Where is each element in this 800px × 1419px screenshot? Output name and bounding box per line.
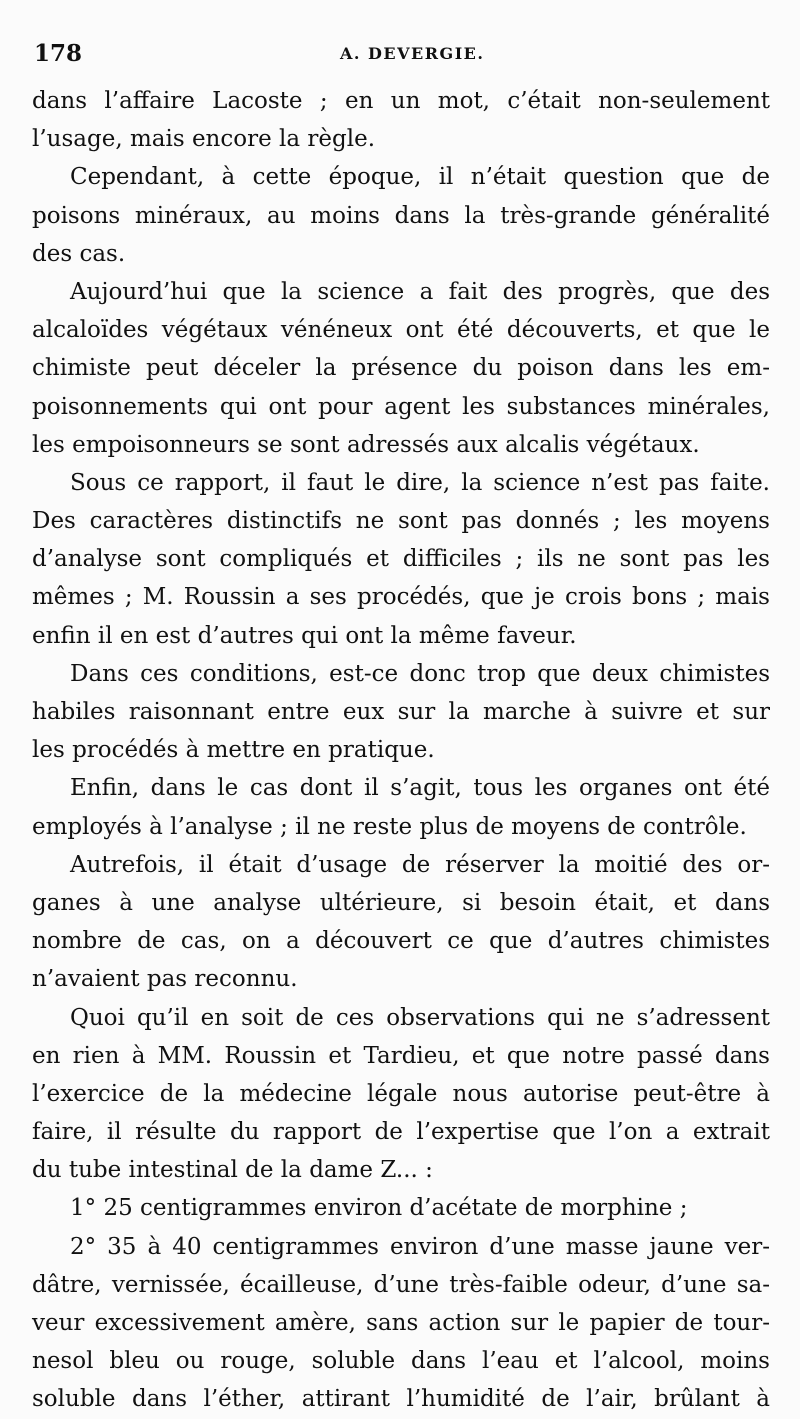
text-line: 1° 25 centigrammes environ d’acétate de morphine ; <box>70 1195 688 1222</box>
text-line: Quoi qu’il en soit de ces observations qui ne s’adressent <box>70 1004 770 1031</box>
page-number: 178 <box>34 40 83 67</box>
text-line: chimiste peut déceler la présence du poison dans les em- <box>32 355 770 382</box>
text-line: nombre de cas, on a découvert ce que d’autres chimistes <box>32 928 770 955</box>
text-line: Des caractères distinctifs ne sont pas donnés ; les moyens <box>32 508 770 535</box>
text-line: Cependant, à cette époque, il n’était question que de <box>70 164 770 191</box>
text-line: l’usage, mais encore la règle. <box>32 126 376 153</box>
text-line: d’analyse sont compliqués et difficiles ; ils ne sont pas les <box>32 546 770 573</box>
text-line: ganes à une analyse ultérieure, si besoin était, et dans <box>32 889 770 916</box>
text-line: employés à l’analyse ; il ne reste plus de moyens de contrôle. <box>32 813 747 840</box>
text-line: n’avaient pas reconnu. <box>32 966 298 993</box>
page-header <box>34 40 774 76</box>
text-line: les procédés à mettre en pratique. <box>32 737 435 764</box>
text-line: alcaloïdes végétaux vénéneux ont été découverts, et que le <box>32 317 770 344</box>
text-line: Aujourd’hui que la science a fait des progrès, que des <box>70 278 770 305</box>
text-line: mêmes ; M. Roussin a ses procédés, que je crois bons ; mais <box>32 584 770 611</box>
text-line: poisonnements qui ont pour agent les substances minérales, <box>32 393 770 420</box>
text-line: Autrefois, il était d’usage de réserver la moitié des or- <box>70 851 770 878</box>
text-line: du tube intestinal de la dame Z... : <box>32 1157 433 1184</box>
text-line: Dans ces conditions, est-ce donc trop que deux chimistes <box>70 660 770 687</box>
text-line: Enfin, dans le cas dont il s’agit, tous les organes ont été <box>70 775 770 802</box>
text-line: dâtre, vernissée, écailleuse, d’une très-faible odeur, d’une sa- <box>32 1271 770 1298</box>
text-line: Sous ce rapport, il faut le dire, la science n’est pas faite. <box>70 469 770 496</box>
text-line: veur excessivement amère, sans action sur le papier de tour- <box>32 1310 770 1336</box>
text-line: soluble dans l’éther, attirant l’humidité de l’air, brûlant à <box>32 1386 770 1413</box>
text-line: dans l’affaire Lacoste ; en un mot, c’était non-seulement <box>32 88 770 114</box>
text-line: des cas. <box>32 240 126 267</box>
text-line: l’exercice de la médecine légale nous autorise peut-être à <box>32 1080 770 1107</box>
running-head: A. DEVERGIE. <box>340 44 485 63</box>
text-line: habiles raisonnant entre eux sur la marche à suivre et sur <box>32 699 770 725</box>
body-text <box>32 82 770 1419</box>
text-line: poisons minéraux, au moins dans la très-grande généralité <box>32 202 770 229</box>
text-line: 2° 35 à 40 centigrammes environ d’une masse jaune ver- <box>70 1233 770 1260</box>
text-line: les empoisonneurs se sont adressés aux alcalis végétaux. <box>32 431 700 458</box>
text-line: en rien à MM. Roussin et Tardieu, et que notre passé dans <box>32 1042 770 1069</box>
text-line: faire, il résulte du rapport de l’expertise que l’on a extrait <box>32 1119 770 1146</box>
text-line: enfin il en est d’autres qui ont la même faveur. <box>32 622 577 649</box>
text-line: nesol bleu ou rouge, soluble dans l’eau et l’alcool, moins <box>32 1348 770 1375</box>
